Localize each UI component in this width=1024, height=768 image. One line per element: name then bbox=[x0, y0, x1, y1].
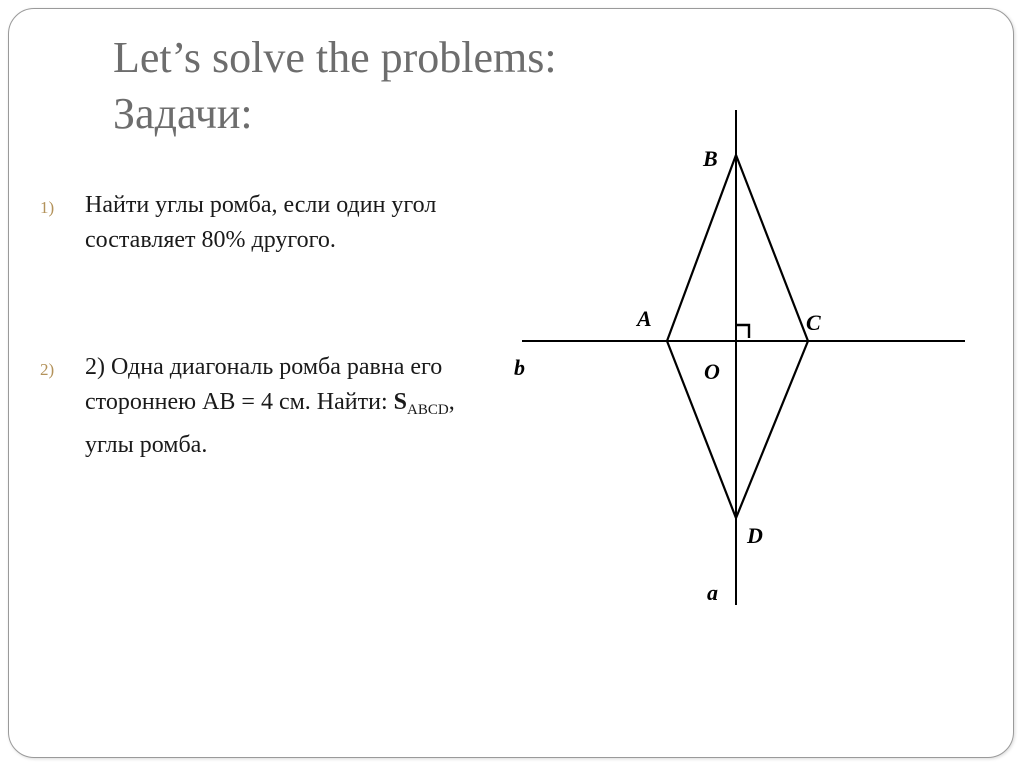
area-subscript: ABCD bbox=[407, 402, 449, 418]
problem-text-1: Найти углы ромба, если один угол составляет 80% другого. bbox=[85, 192, 437, 253]
problem-item-2 bbox=[40, 350, 460, 463]
label-a-line: a bbox=[707, 580, 718, 605]
problem-list bbox=[40, 188, 460, 463]
area-symbol: S bbox=[393, 389, 407, 415]
label-b-vertex: B bbox=[703, 146, 718, 171]
label-a-vertex: A bbox=[637, 306, 652, 331]
title-line-2: Задачи: bbox=[113, 89, 253, 138]
label-o-center: O bbox=[704, 359, 720, 384]
problem-text-2-before: 2) Одна диагональ ромба равна его стороннею АВ = 4 см. Найти: bbox=[85, 354, 443, 415]
problem-number-2: 2) bbox=[40, 360, 55, 379]
problem-text-2-after: , углы ромба. bbox=[85, 389, 455, 458]
title-line-1: Let’s solve the problems: bbox=[113, 33, 557, 82]
problem-item-1 bbox=[40, 188, 460, 258]
label-b-line: b bbox=[514, 355, 525, 380]
label-c-vertex: C bbox=[806, 310, 821, 335]
slide-title bbox=[113, 30, 557, 142]
problem-number-1: 1) bbox=[40, 198, 55, 217]
label-d-vertex: D bbox=[747, 523, 763, 548]
